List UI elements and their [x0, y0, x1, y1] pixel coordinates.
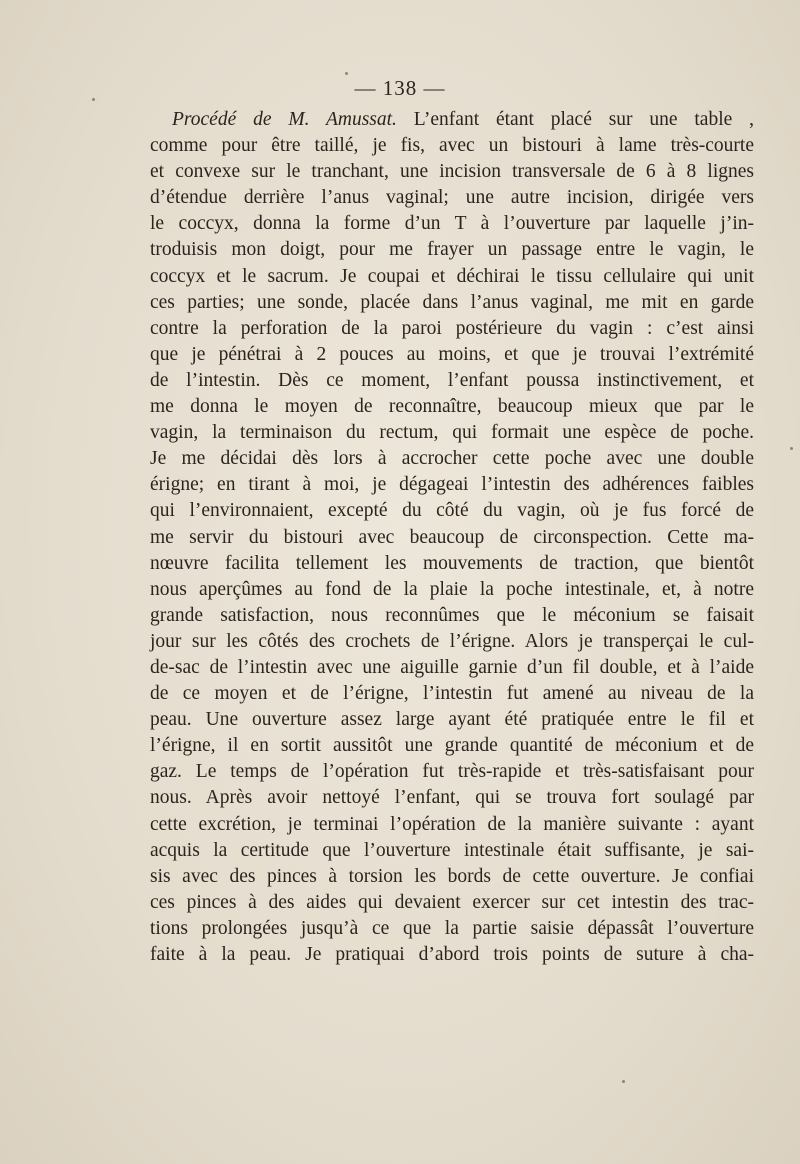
section-heading: Procédé de M. Amussat. — [172, 109, 397, 130]
text-line: de l’intestin. Dès ce moment, l’enfant poussa instinctivement, et — [150, 369, 754, 391]
text-line: qui l’environnaient, excepté du côté du vagin, où je fus forcé de — [150, 500, 754, 522]
text-line: que je pénétrai à 2 pouces au moins, et que je trouvai l’extrémité — [150, 343, 754, 365]
text-line: peau. Une ouverture assez large ayant été pratiquée entre le fil et — [150, 709, 754, 731]
text-line: acquis la certitude que l’ouverture intestinale était suffisante, je sai- — [150, 839, 754, 861]
text-line: Procédé de M. Amussat. L’enfant étant placé sur une table , — [172, 109, 754, 130]
text-line: troduisis mon doigt, pour me frayer un passage entre le vagin, le — [150, 239, 754, 261]
text-line: de-sac de l’intestin avec une aiguille garnie d’un fil double, et à l’aide — [150, 656, 754, 678]
text-line: contre la perforation de la paroi postérieure du vagin : c’est ainsi — [150, 317, 754, 339]
text-line: grande satisfaction, nous reconnûmes que le méconium se faisait — [150, 604, 754, 626]
page-number: — 138 — — [354, 76, 446, 100]
text-line: comme pour être taillé, je fis, avec un bistouri à lame très-courte — [150, 135, 754, 157]
paper-speck — [790, 447, 793, 450]
paper-speck — [345, 72, 348, 75]
text-line: de ce moyen et de l’érigne, l’intestin fut amené au niveau de la — [150, 683, 754, 705]
text-line: me servir du bistouri avec beaucoup de circonspection. Cette ma- — [150, 526, 754, 548]
text-line: nœuvre facilita tellement les mouvements de traction, que bientôt — [150, 552, 754, 574]
text-line: cette excrétion, je terminai l’opération de la manière suivante : ayant — [150, 813, 754, 835]
text-line: faite à la peau. Je pratiquai d’abord trois points de suture à cha- — [150, 944, 754, 965]
text-line: le coccyx, donna la forme d’un T à l’ouverture par laquelle j’in- — [150, 213, 754, 235]
text-line: l’érigne, il en sortit aussitôt une grande quantité de méconium et de — [150, 735, 754, 757]
body-text — [150, 107, 754, 968]
text-line: et convexe sur le tranchant, une incision transversale de 6 à 8 lignes — [150, 161, 754, 183]
paper-speck — [622, 1080, 625, 1083]
text-line: d’étendue derrière l’anus vaginal; une autre incision, dirigée vers — [150, 187, 754, 209]
text-line: jour sur les côtés des crochets de l’érigne. Alors je transperçai le cul- — [150, 630, 754, 652]
text-line: nous. Après avoir nettoyé l’enfant, qui se trouva fort soulagé par — [150, 787, 754, 809]
text-line: Je me décidai dès lors à accrocher cette poche avec une double — [150, 448, 754, 470]
text-line: érigne; en tirant à moi, je dégageai l’intestin des adhérences faibles — [150, 474, 754, 496]
text-line: nous aperçûmes au fond de la plaie la poche intestinale, et, à notre — [150, 578, 754, 600]
text-line: me donna le moyen de reconnaître, beaucoup mieux que par le — [150, 396, 754, 418]
text-line: gaz. Le temps de l’opération fut très-rapide et très-satisfaisant pour — [150, 761, 754, 783]
text-line: tions prolongées jusqu’à ce que la partie saisie dépassât l’ouverture — [150, 917, 754, 939]
text-line: vagin, la terminaison du rectum, qui formait une espèce de poche. — [150, 422, 754, 444]
text-line: sis avec des pinces à torsion les bords de cette ouverture. Je confiai — [150, 865, 754, 887]
text-line: coccyx et le sacrum. Je coupai et déchirai le tissu cellulaire qui unit — [150, 265, 754, 287]
text-line: ces pinces à des aides qui devaient exercer sur cet intestin des trac- — [150, 891, 754, 913]
text-line: ces parties; une sonde, placée dans l’anus vaginal, me mit en garde — [150, 291, 754, 313]
